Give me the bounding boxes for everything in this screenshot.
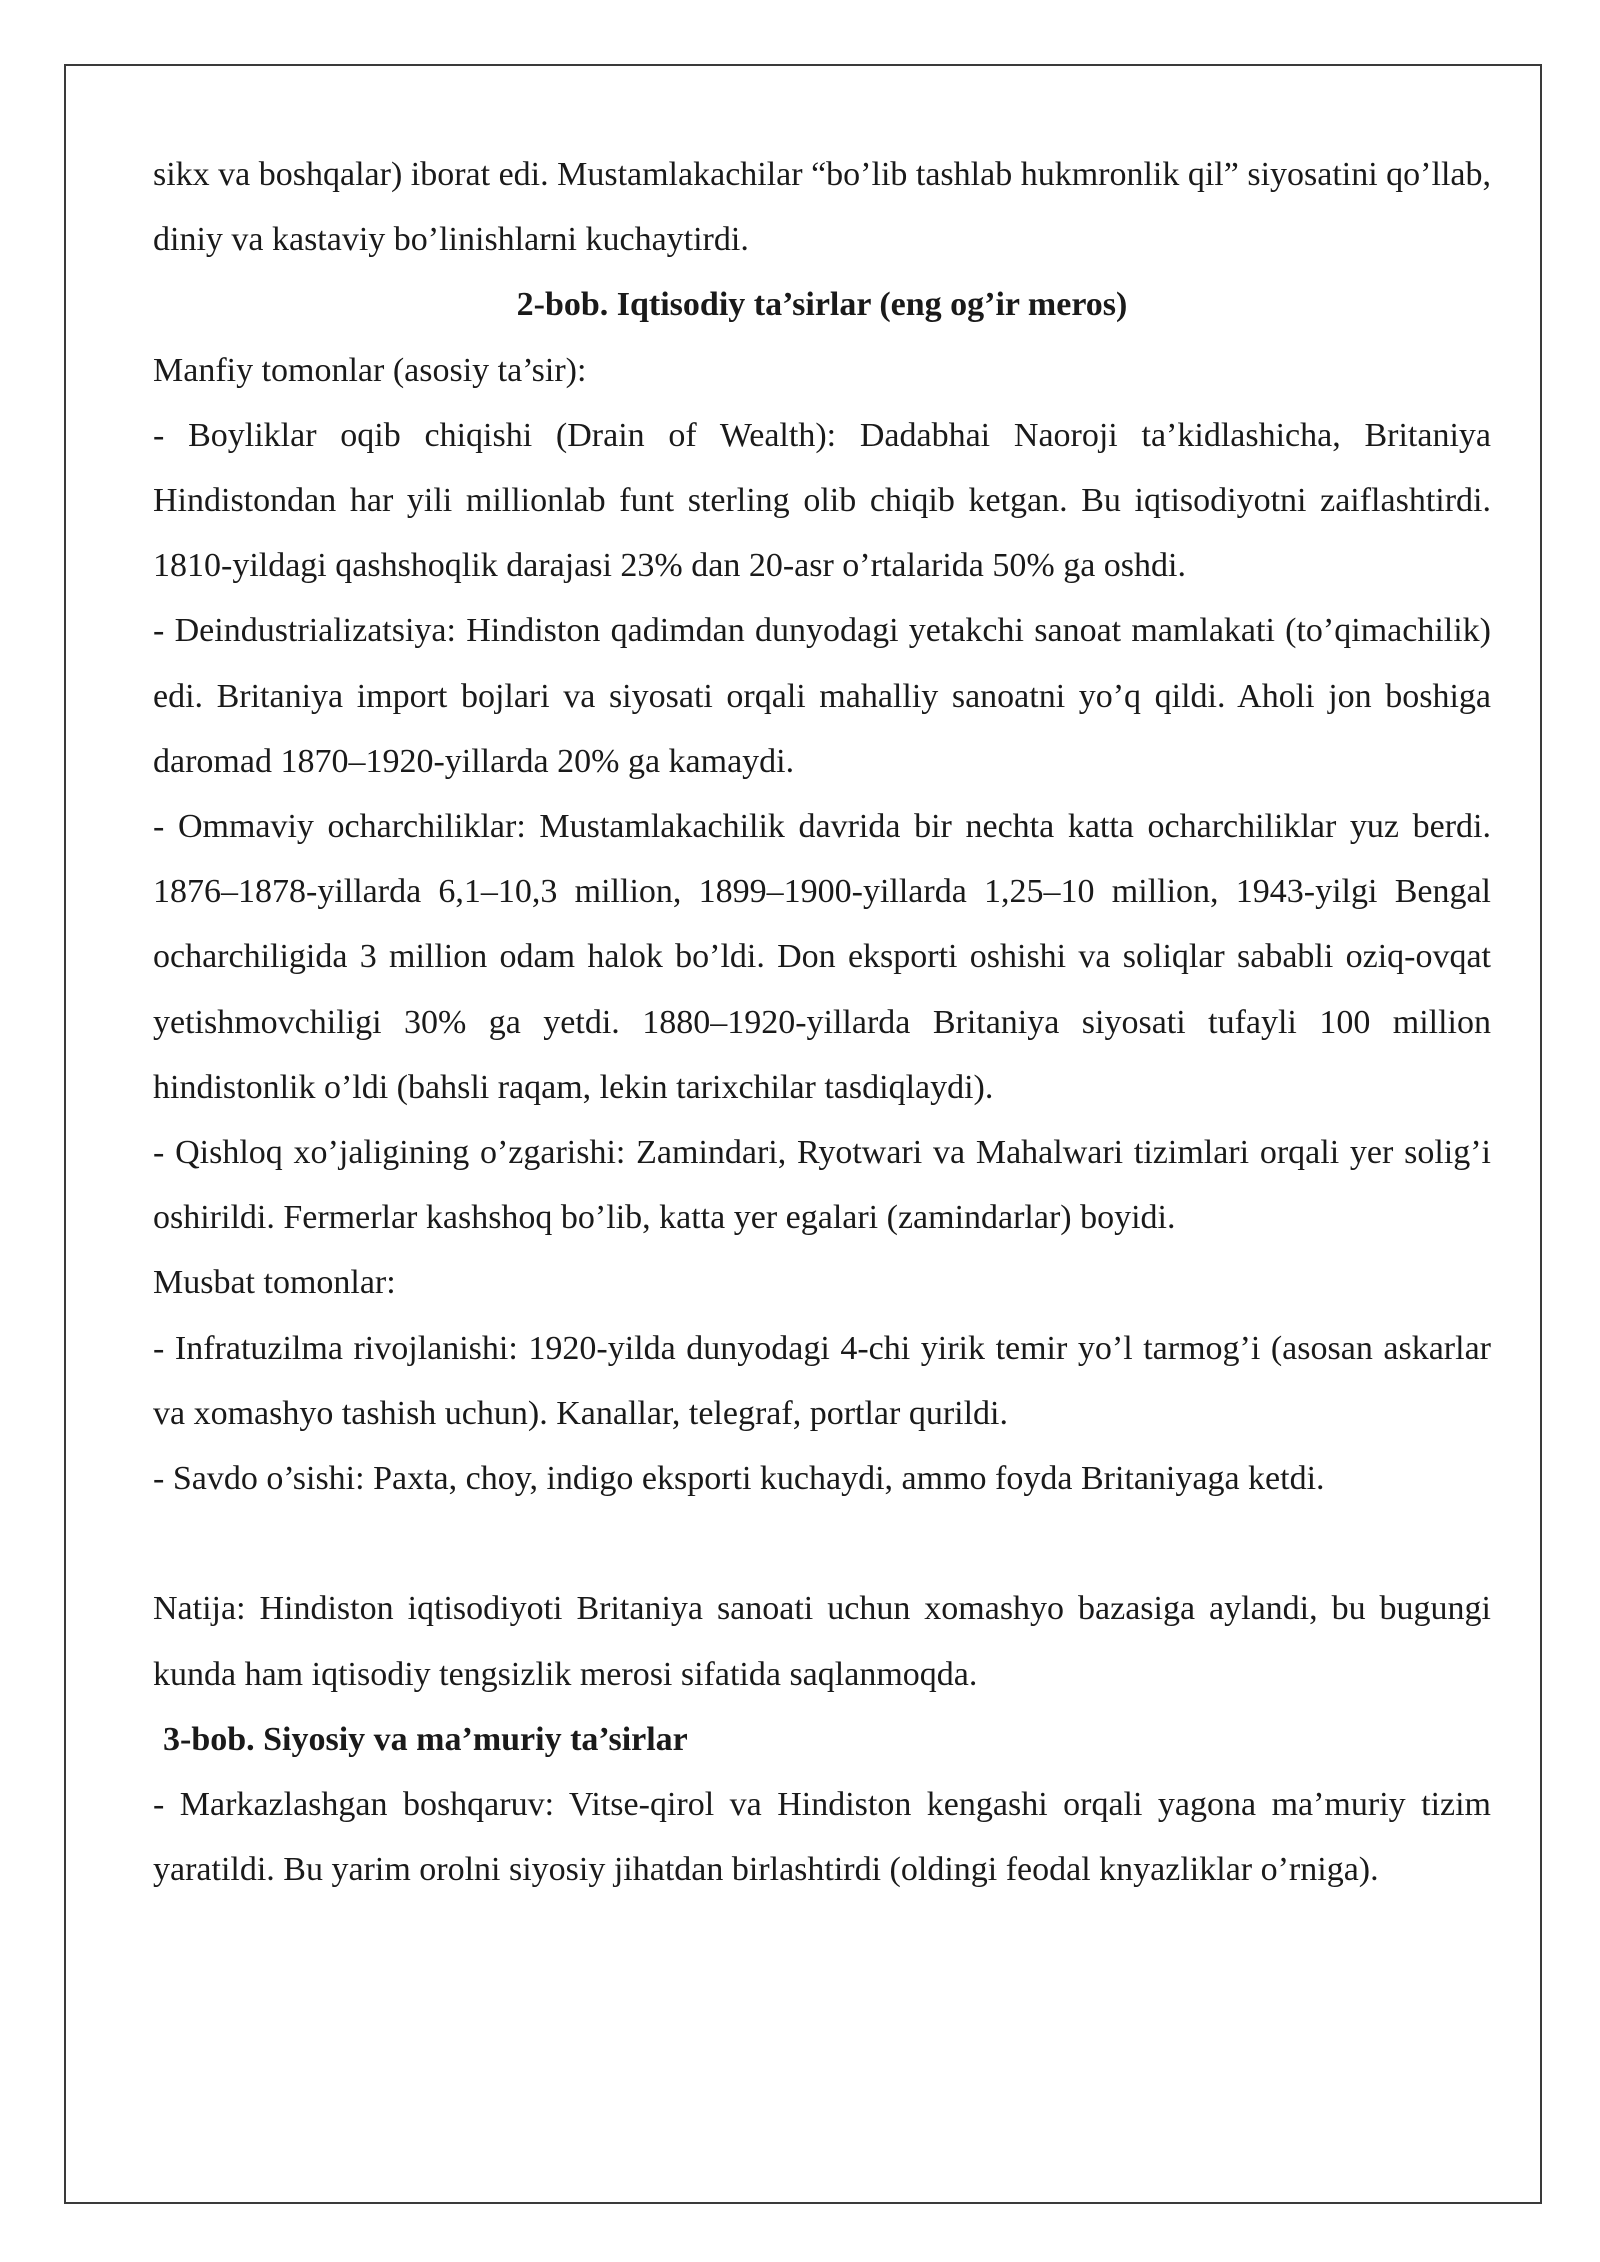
chapter-2-heading: 2-bob. Iqtisodiy ta’sirlar (eng og’ir meros)	[516, 286, 1128, 324]
paragraph-drain-of-wealth: - Boyliklar oqib chiqishi (Drain of Wealth): Dadabhai Naoroji ta’kidlashicha, Britaniya Hindistondan har yili millionlab funt sterling olib chiqib ketgan. Bu iqtisodiyotni zaiflashtirdi. 1810-yildagi qashshoqlik darajasi 23% dan 20-asr o’rtalarida 50% ga oshdi.	[153, 416, 1491, 585]
paragraph-continuation: sikx va boshqalar) iborat edi. Mustamlakachilar “bo’lib tashlab hukmronlik qil” siyosatini qo’llab, diniy va kastaviy bo’linishlarni kuchaytirdi.	[153, 156, 1491, 259]
paragraph-centralized-governance: - Markazlashgan boshqaruv: Vitse-qirol va Hindiston kengashi orqali yagona ma’muriy tizim yaratildi. Bu yarim orolni siyosiy jihatdan birlashtirdi (oldingi feodal knyazliklar o’rniga).	[153, 1786, 1491, 1889]
paragraph-deindustrialization: - Deindustrializatsiya: Hindiston qadimdan dunyodagi yetakchi sanoat mamlakati (to’qimachilik) edi. Britaniya import bojlari va siyosati orqali mahalliy sanoatni yo’q qildi. Aholi jon boshiga daromad 1870–1920-yillarda 20% ga kamaydi.	[153, 612, 1491, 780]
paragraph-infrastructure: - Infratuzilma rivojlanishi: 1920-yilda dunyodagi 4-chi yirik temir yo’l tarmog’i (asosan askarlar va xomashyo tashish uchun). Kanallar, telegraf, portlar qurildi.	[153, 1329, 1491, 1432]
negative-aspects-label: Manfiy tomonlar (asosiy ta’sir):	[153, 351, 587, 389]
positive-aspects-label: Musbat tomonlar:	[153, 1264, 396, 1302]
paragraph-famines: - Ommaviy ocharchiliklar: Mustamlakachilik davrida bir nechta katta ocharchiliklar yuz berdi. 1876–1878-yillarda 6,1–10,3 million, 1899–1900-yillarda 1,25–10 million, 1943-yilgi Bengal ocharchiligida 3 million odam halok bo’ldi. Don eksporti oshishi va soliqlar sababli oziq-ovqat yetishmovchiligi 30% ga yetdi. 1880–1920-yillarda Britaniya siyosati tufayli 100 million hindistonlik o’ldi (bahsli raqam, lekin tarixchilar tasdiqlaydi).	[153, 808, 1491, 1106]
paragraph-trade: - Savdo o’sishi: Paxta, choy, indigo eksporti kuchaydi, ammo foyda Britaniyaga ketdi.	[153, 1460, 1325, 1498]
chapter-3-heading: 3-bob. Siyosiy va ma’muriy ta’sirlar	[163, 1720, 688, 1758]
paragraph-conclusion: Natija: Hindiston iqtisodiyoti Britaniya sanoati uchun xomashyo bazasiga aylandi, bu bugungi kunda ham iqtisodiy tengsizlik merosi sifatida saqlanmoqda.	[153, 1590, 1491, 1693]
paragraph-agriculture: - Qishloq xo’jaligining o’zgarishi: Zamindari, Ryotwari va Mahalwari tizimlari orqali yer solig’i oshirildi. Fermerlar kashshoq bo’lib, katta yer egalari (zamindarlar) boyidi.	[153, 1134, 1491, 1237]
document-body	[153, 142, 1491, 1902]
blank-line	[153, 1511, 1491, 1576]
